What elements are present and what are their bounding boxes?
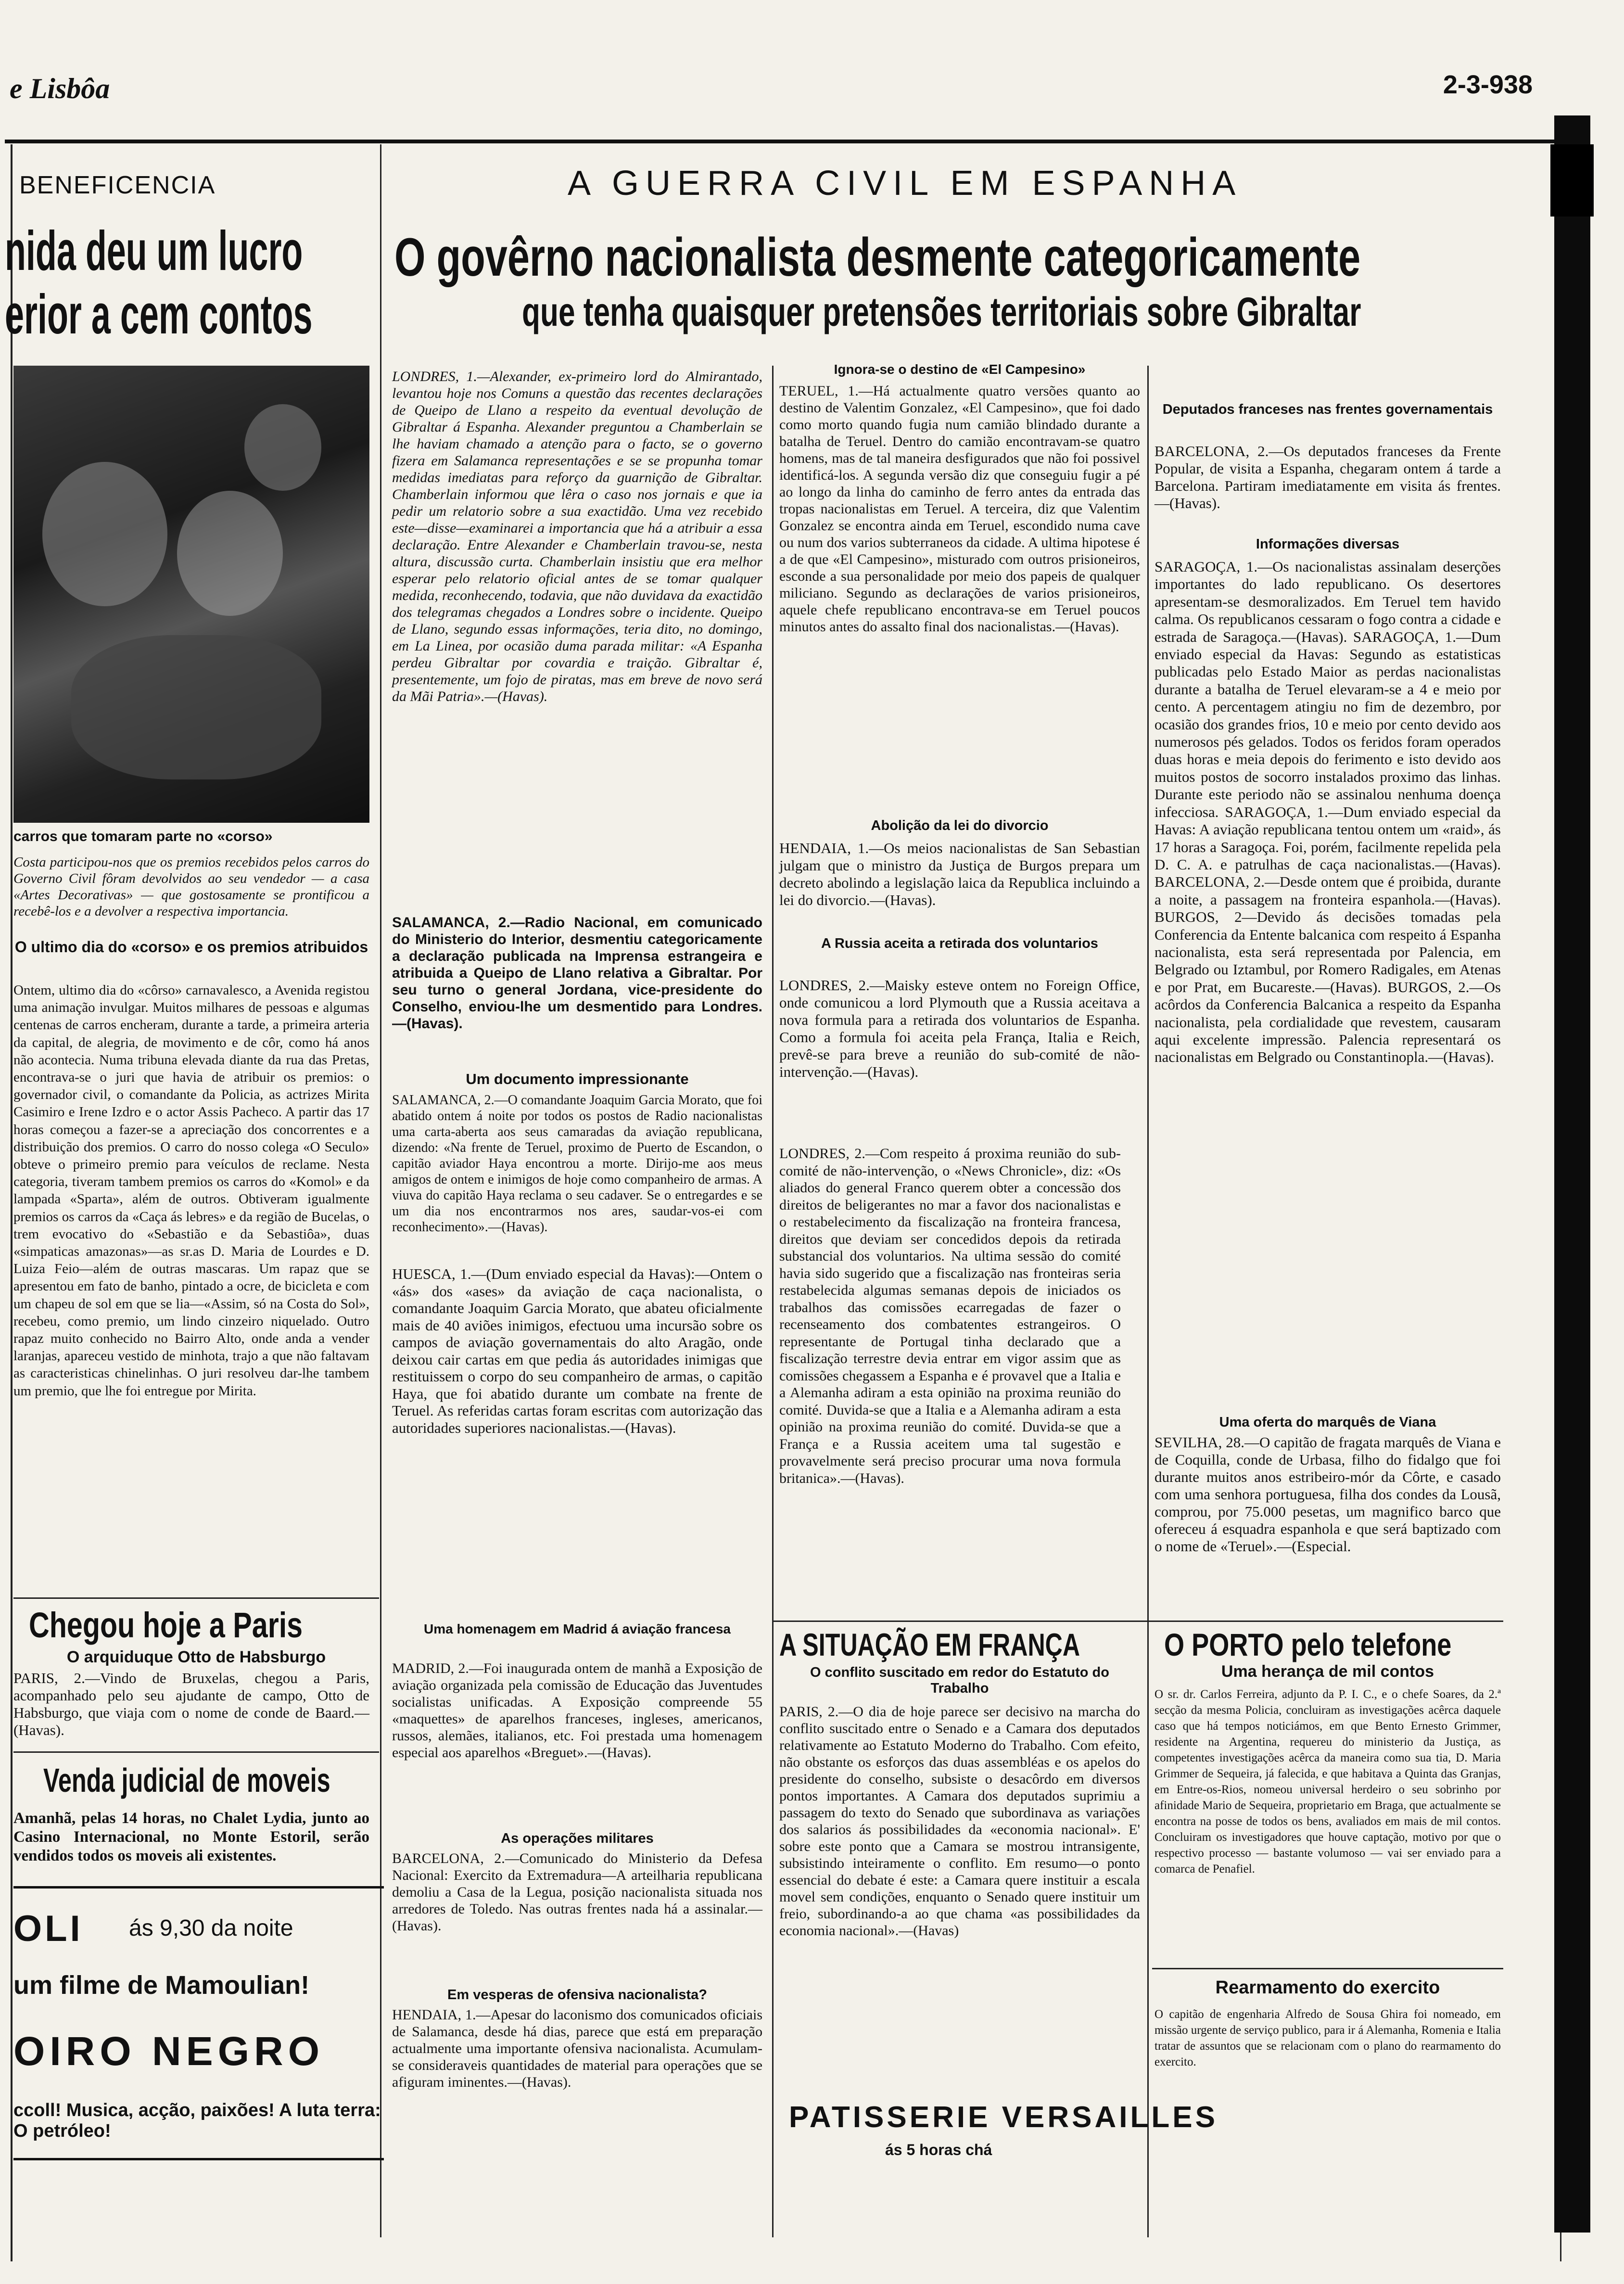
left-headline: nida deu um lucro erior a cem contos [5, 219, 313, 345]
divorcio-article: HENDAIA, 1.—Os meios nacionalistas de San Sebastian julgam que o ministro da Justiça de Burgos prepara um decreto abolindo a legislação laica da Republica incluindo a lei do divorcio.—(Havas). [779, 840, 1140, 908]
corso-photo [13, 366, 369, 823]
venda-headline: Venda judicial de moveis [43, 1761, 330, 1799]
patisserie-ad-time: ás 5 horas chá [885, 2141, 992, 2158]
france-headline: A SITUAÇÃO EM FRANÇA [779, 1627, 1080, 1662]
viana-heading: Uma oferta do marquês de Viana [1219, 1415, 1436, 1430]
corso-article: Ontem, ultimo dia do «côrso» carnavalesco, a Avenida registou uma animação invulgar. Muitos milhares de pessoas e algumas centenas de carros encheram, durante a tarde, a primeira arteria da capital, de alegria, de movimento e de côr, como há anos não acontecia. Numa tribuna elevada diante da rua das Pretas, encontrava-se o juri que havia de atribuir os premios: o governador civil, o comandante da Policia, as actrizes Mirita Casimiro e Irene Izdro e o actor Assis Pacheco. A partir das 17 horas começou a fazer-se a apreciação dos concorrentes e a distribuição dos premios. O carro do nosso colega «O Seculo» obteve o primeiro premio para veículos de reclame. Nesta categoria, tiveram tambem premios os carros do «Komol» e da lampada «Sparta», além de outros. Obtiveram igualmente premios os carros da «Caça ás lebres» e da região de Bucelas, o trem evocativo do «Sebastião e da Sebastiôa», duas «simpaticas amazonas»—as sr.as D. Maria de Lourdes e D. Luiza Feio—além de outras mascaras. Um rapaz que se apresentou em fato de banho, pintado a ocre, de bicicleta e com um chapeu de sol em que se lia—«Assim, só na Costa do Sol», recebeu, como premio, um lindo cinzeiro niquelado. Outro rapaz muito conhecido no Bairro Alto, onde anda a vender laranjas, apareceu vestido de minhota, trajo a que não faltavam as caracteristicas chinelinhas. O juri resolveu dar-lhe tambem um premio, que lhe foi entregue por Mirita. [13, 983, 369, 1399]
deputados-heading: Deputados franceses nas frentes governamentais [1162, 402, 1493, 417]
campesino-heading: Ignora-se o destino de «El Campesino» [834, 362, 1086, 377]
masthead-title: e Lisbôa [10, 73, 110, 104]
ofensiva-heading: Em vesperas de ofensiva nacionalista? [447, 1987, 707, 2003]
operacoes-heading: As operações militares [501, 1831, 654, 1846]
porto-article: O sr. dr. Carlos Ferreira, adjunto da P. I. C., e o chefe Soares, da 2.ª secção da mesma Policia, concluiram as investigações acêrca daquele caso que há tempos noticiámos, em que Bento Ernesto Grimmer, residente na Argentina, requereu do ministerio da Justiça, as competentes investigações acêrca da maneira como sua tia, D. Maria Grimmer de Sequeira, já falecida, e que habitava a Quinta das Granjas, em Entre-os-Rios, nomeou universal herdeiro o seu sobrinho por afinidade Mario de Sequeira, proprietario em Braga, que actualmente se encontra na posse de todos os bens, avaliados em mais de mil contos. Concluiram os investigadores que houve captação, motivo por que o respectivo processo — bastante volumoso — vai ser enviado para a comarca de Penafiel. [1155, 1688, 1501, 1876]
madrid-heading: Uma homenagem em Madrid á aviação francesa [423, 1621, 731, 1636]
cinema-name: OLI [13, 1908, 83, 1949]
photo-caption: carros que tomaram parte no «corso» [13, 829, 273, 844]
corso-heading: O ultimo dia do «corso» e os premios atribuidos [14, 938, 368, 956]
paris-article: PARIS, 2.—Vindo de Bruxelas, chegou a Paris, acompanhado pelo seu ajudante de campo, Otto de Habsburgo, que viaja com o nome de conde de Baard.—(Havas). [13, 1670, 369, 1738]
masthead-date: 2-3-938 [1443, 70, 1533, 99]
paris-subheading: O arquiduque Otto de Habsburgo [66, 1648, 326, 1666]
cinema-time: ás 9,30 da noite [129, 1915, 293, 1941]
divorcio-heading: Abolição da lei do divorcio [871, 818, 1049, 833]
russia-article: LONDRES, 2.—Maisky esteve ontem no Foreign Office, onde comunicou a lord Plymouth que a Russia aceitava a nova formula para a retirada dos voluntarios de Espanha. Como a formula foi aceita pela França, Italia e Reich, prevê-se para breve a reunião do sub-comité de não-intervenção.—(Havas). [779, 977, 1140, 1080]
divider [13, 1597, 379, 1599]
patisserie-ad: PATISSERIE VERSAILLES [789, 2101, 1218, 2134]
deputados-article: BARCELONA, 2.—Os deputados franceses da Frente Popular, de visita a Espanha, chegaram ontem á tarde a Barcelona. Partiram imediatamente em visita ás frentes.—(Havas). [1155, 443, 1501, 511]
divider [772, 1620, 1503, 1622]
page-edge-bar [1554, 115, 1590, 2233]
informacoes-article: SARAGOÇA, 1.—Os nacionalistas assinalam deserções importantes do lado republicano. Os desertores apresentam-se desmoralizados. Em Teruel tem havido calma. Os republicanos cessaram o fogo contra a cidade e estrada de Saragoça.—(Havas). SARAGOÇA, 1.—Dum enviado especial da Havas: Segundo as estatisticas publicadas pelo Estado Maior as perdas nacionalistas durante a batalha de Teruel elevaram-se a 4 e meio por cento. A percentagem atingiu no fim de dezembro, por ocasião dos grandes frios, 10 e meio por cento devido aos numerosos pés gelados. Todos os feridos foram operados duas horas e meia depois do ferimento e isto devido aos muitos postos de socorro instalados proximo das linhas. Durante este periodo não se assinalou nenhuma doença infecciosa. SARAGOÇA, 1.—Dum enviado especial da Havas: A aviação republicana tentou ontem um «raid», ás 17 horas a Saragoça. Foi, porém, facilmente repelida pela D. C. A. e patrulhas de caça nacionalistas.—(Havas). BARCELONA, 2.—Desde ontem que é proibida, durante a noite, a passagem na fronteira espanhola.—(Havas). BURGOS, 2—Devido ás decisões tomadas pela Conferencia da Entente balcanica com respeito á Espanha nacionalista, esta será representada por Palencia, em Belgrado ou Iztambul, por Romero Radigales, em Atenas e por Prat, em Bucareste.—(Havas). BURGOS, 2.—Os acôrdos da Conferencia Balcanica a respeito da Espanha nacionalista, pela cordialidade que revestem, causaram aqui excelente impressão. Palencia representará os nacionalistas em Belgrado ou Constantinopla.—(Havas). [1155, 558, 1501, 1066]
porto-subheading: Uma herança de mil contos [1221, 1662, 1434, 1681]
russia-heading: A Russia aceita a retirada dos voluntarios [821, 936, 1098, 951]
divider [13, 1751, 379, 1753]
documento-article: SALAMANCA, 2.—O comandante Joaquim Garcia Morato, que foi abatido ontem á noite por todos os postos de Radio nacionalistas uma carta-aberta aos seus camaradas da aviação republicana, dizendo: «Na frente de Teruel, proximo de Puerto de Escandon, o capitão aviador Haya encontrou a morte. Dirijo-me aos meus amigos de ontem e inimigos de hoje como companheiro de armas. A viuva do capitão Haya reclama o seu cadaver. Se o entregardes e se um dia nos encontrarmos nos ares, saudar-vos-ei com reconhecimento».—(Havas). [392, 1093, 762, 1235]
londres-news-chronicle-article: LONDRES, 2.—Com respeito á proxima reunião do sub-comité de não-intervenção, o «News Chronicle», diz: «Os aliados do general Franco querem obter a concessão dos direitos de beligerantes no mar a favor dos nacionalistas e o restabelecimento da fiscalização na fronteira francesa, direitos que deviam ser concedidos depois da retirada substancial dos voluntarios. Na ultima sessão do comité havia sido sugerido que a fiscalização nas fronteiras seria restabelecida algumas semanas depois de iniciados os trabalhos das comissões ecarregadas de fazer o recenseamento dos combatentes estrangeiros. O representante de Portugal tinha declarado que a fiscalização terrestre devia entrar em vigor assim que as comissões chegassem a Espanha e é provavel que a Italia e a Alemanha adiram a esta opinião na proxima reunião do comité. Duvida-se que a Italia e a Alemanha adiram a esta opinião na proxima reunião do comité. Duvida-se que a França e a Russia aceitem uma tal sugestão e provavelmente será preciso procurar uma nova formula britanica».—(Havas). [779, 1146, 1121, 1486]
france-article: PARIS, 2.—O dia de hoje parece ser decisivo na marcha do conflito suscitado entre o Senado e a Camara dos deputados relativamente ao Estatuto Moderno do Trabalho. Com efeito, não obstante os esforços das duas assembléas e os apelos do presidente do conselho, subsiste o desacôrdo em diversos pontos importantes. A Camara dos deputados suprimiu a passagem do texto do Senado que subordinava as variações dos salarios ás possibilidades da «economia nacional». E' sobre este ponto que a Camara se mostrou intransigente, subsistindo inteiramente o conflito. Em resumo—o ponto essencial do debate é este: a Camara quere instituir a escala movel sem condições, enquanto o Senado quere instituir um freio, subordinando-a ao que chama «as possibilidades da economia nacional».—(Havas) [779, 1704, 1140, 1939]
huesca-article: HUESCA, 1.—(Dum enviado especial da Havas):—Ontem o «ás» dos «ases» da aviação de caça nacionalista, o comandante Joaquim Garcia Morato, que abateu oficialmente mais de 40 aviões inimigos, efectuou uma incursão sobre os campos de aviação governamentais do alto Aragão, onde deixou cair cartas em que pedia ás autoridades inimigas que restituissem o corpo do seu companheiro de armas, o capitão Haya, que foi abatido durante um combate na frente de Teruel. As referidas cartas foram escritas com autorização das autoridades superiores nacionalistas.—(Havas). [392, 1265, 762, 1436]
divider [1152, 1968, 1503, 1969]
londres-article: LONDRES, 1.—Alexander, ex-primeiro lord do Almirantado, levantou hoje nos Comuns a questão das recentes declarações de Queipo de Llano a respeito da eventual devolução de Gibraltar á Espanha. Alexander preguntou a Chamberlain se lhe haviam chamado a atenção para o facto, se o governo fizera em Salamanca representações e se se propunha tomar medidas imediatas para reforço da guarnição de Gibraltar. Chamberlain informou que lêra o caso nos jornais e que ia pedir um relatorio sobre a sua exactidão. Uma vez recebido este—disse—examinarei a importancia que há a atribuir a essa declaração. Entre Alexander e Chamberlain travou-se, nesta altura, discussão curta. Chamberlain insistiu que era melhor esperar pelo relatorio oficial antes de se tomar qualquer medida, reconhecendo, todavia, que não duvidava da exactidão dos telegramas chegados a Londres sobre o incidente. Queipo de Llano, segundo essas informações, teria dito, no domingo, em La Linea, por ocasião duma parada militar: «A Espanha perdeu Gibraltar por covardia e traição. Gibraltar é, presentemente, um fojo de piratas, mas em breve de novo será da Mãi Patria».—(Havas). [392, 369, 762, 704]
caption-text: Costa participou-nos que os premios recebidos pelos carros do Governo Civil fôram devolvidos ao seu vendedor — a casa «Artes Decorativas» — que gostosamente se prontificou a recebê-los e a devolver a respectiva importancia. [13, 855, 369, 919]
informacoes-heading: Informações diversas [1256, 536, 1400, 552]
viana-article: SEVILHA, 28.—O capitão de fragata marquês de Viana e de Coquilla, conde de Urbasa, filho do fidalgo que foi durante muitos anos estribeiro-mór da Côrte, e casado com uma senhora portuguesa, filha dos condes da Lousã, comprou, por 75.000 pesetas, um magnifico barco que ofereceu á esquadra espanhola e que será baptizado com o nome de «Teruel».—(Especial. [1155, 1434, 1501, 1555]
documento-heading: Um documento impressionante [466, 1071, 689, 1087]
left-border-rule [11, 144, 13, 2261]
cinema-film: um filme de Mamoulian! [13, 1971, 310, 2000]
madrid-article: MADRID, 2.—Foi inaugurada ontem de manhã a Exposição de aviação organizada pela comissão de Educação das Juventudes socialistas unificadas. A Exposição compreende 55 «maquettes» de aparelhos franceses, ingleses, americanos, russos, alemães, italianos, etc. Foi prestada uma homenagem especial aos aparelhos «Breguet».—(Havas). [392, 1660, 762, 1761]
cinema-ad [13, 1886, 384, 2160]
rearmamento-article: O capitão de engenharia Alfredo de Sousa Ghira foi nomeado, em missão urgente de serviço publico, para ir á Alemanha, Romenia e Italia tratar de assuntos que se relacionam com o plano do rearmamento do exercito. [1155, 2008, 1501, 2068]
cinema-tagline: ccoll! Musica, acção, paixões! A luta terra: O petróleo! [13, 2100, 381, 2141]
section-war: A GUERRA CIVIL EM ESPANHA [568, 164, 1243, 203]
rearmamento-heading: Rearmamento do exercito [1215, 1978, 1440, 1998]
france-subheading: O conflito suscitado em redor do Estatuto do Trabalho [810, 1665, 1109, 1696]
ofensiva-article: HENDAIA, 1.—Apesar do laconismo dos comunicados oficiais de Salamanca, desde há dias, parece que está em preparação actualmente uma importante ofensiva nacionalista. Acumulam-se consideraveis quantidades de material para operações que se afiguram iminentes.—(Havas). [392, 2007, 762, 2090]
operacoes-article: BARCELONA, 2.—Comunicado do Ministerio da Defesa Nacional: Exercito da Extremadura—A arteilharia republicana demoliu a Casa de la Legua, posição nacionalista situada nos arredores de Toledo. Nas outras frentes nada há a assinalar.—(Havas). [392, 1850, 762, 1934]
war-subheadline: que tenha quaisquer pretensões territoriais sobre Gibraltar [522, 289, 1361, 334]
war-headline: O govêrno nacionalista desmente categoricamente [394, 227, 1361, 287]
campesino-article: TERUEL, 1.—Há actualmente quatro versões quanto ao destino de Valentim Gonzalez, «El Campesino», que foi dado como morto quando fugia num camião blindado durante a batalha de Teruel. Dentro do camião encontravam-se quatro homens, mas de tal maneira desfigurados que não foi possivel identificá-los. A segunda versão diz que conseguiu fugir a pé ao longo da linha do caminho de ferro antes da entrada das tropas nacionalistas em Teruel. A terceira, diz que Valentim Gonzalez se encontra ainda em Teruel, escondido numa cave ou num dos varios subterraneos da cidade. A ultima hipotese é a de que «El Campesino», misturado com outros prisioneiros, esconde a sua personalidade por meio dos papeis de qualquer miliciano. Segundo as declarações de varios prisioneiros, aquele chefe republicano encontrava-se em Teruel poucos minutos antes do assalto final dos nacionalistas.—(Havas). [779, 383, 1140, 635]
paris-headline: Chegou hoje a Paris [29, 1605, 303, 1645]
page-edge-knob [1550, 144, 1594, 217]
section-beneficencia: BENEFICENCIA [19, 171, 216, 199]
masthead-rule [5, 140, 1566, 143]
cinema-title: OIRO NEGRO [13, 2029, 325, 2074]
salamanca-article: SALAMANCA, 2.—Radio Nacional, em comunicado do Ministerio do Interior, desmentiu categoricamente a declaração publicada na Imprensa estrangeira e atribuida a Queipo de Llano relativa a Gibraltar. Por seu turno o general Jordana, vice-presidente do Conselho, enviou-lhe um desmentido para Londres.—(Havas). [392, 915, 762, 1032]
column-rule-2 [772, 366, 774, 2237]
porto-headline: O PORTO pelo telefone [1164, 1627, 1452, 1662]
venda-article: Amanhã, pelas 14 horas, no Chalet Lydia, junto ao Casino Internacional, no Monte Estoril, serão vendidos todos os moveis ali existentes. [13, 1810, 369, 1864]
